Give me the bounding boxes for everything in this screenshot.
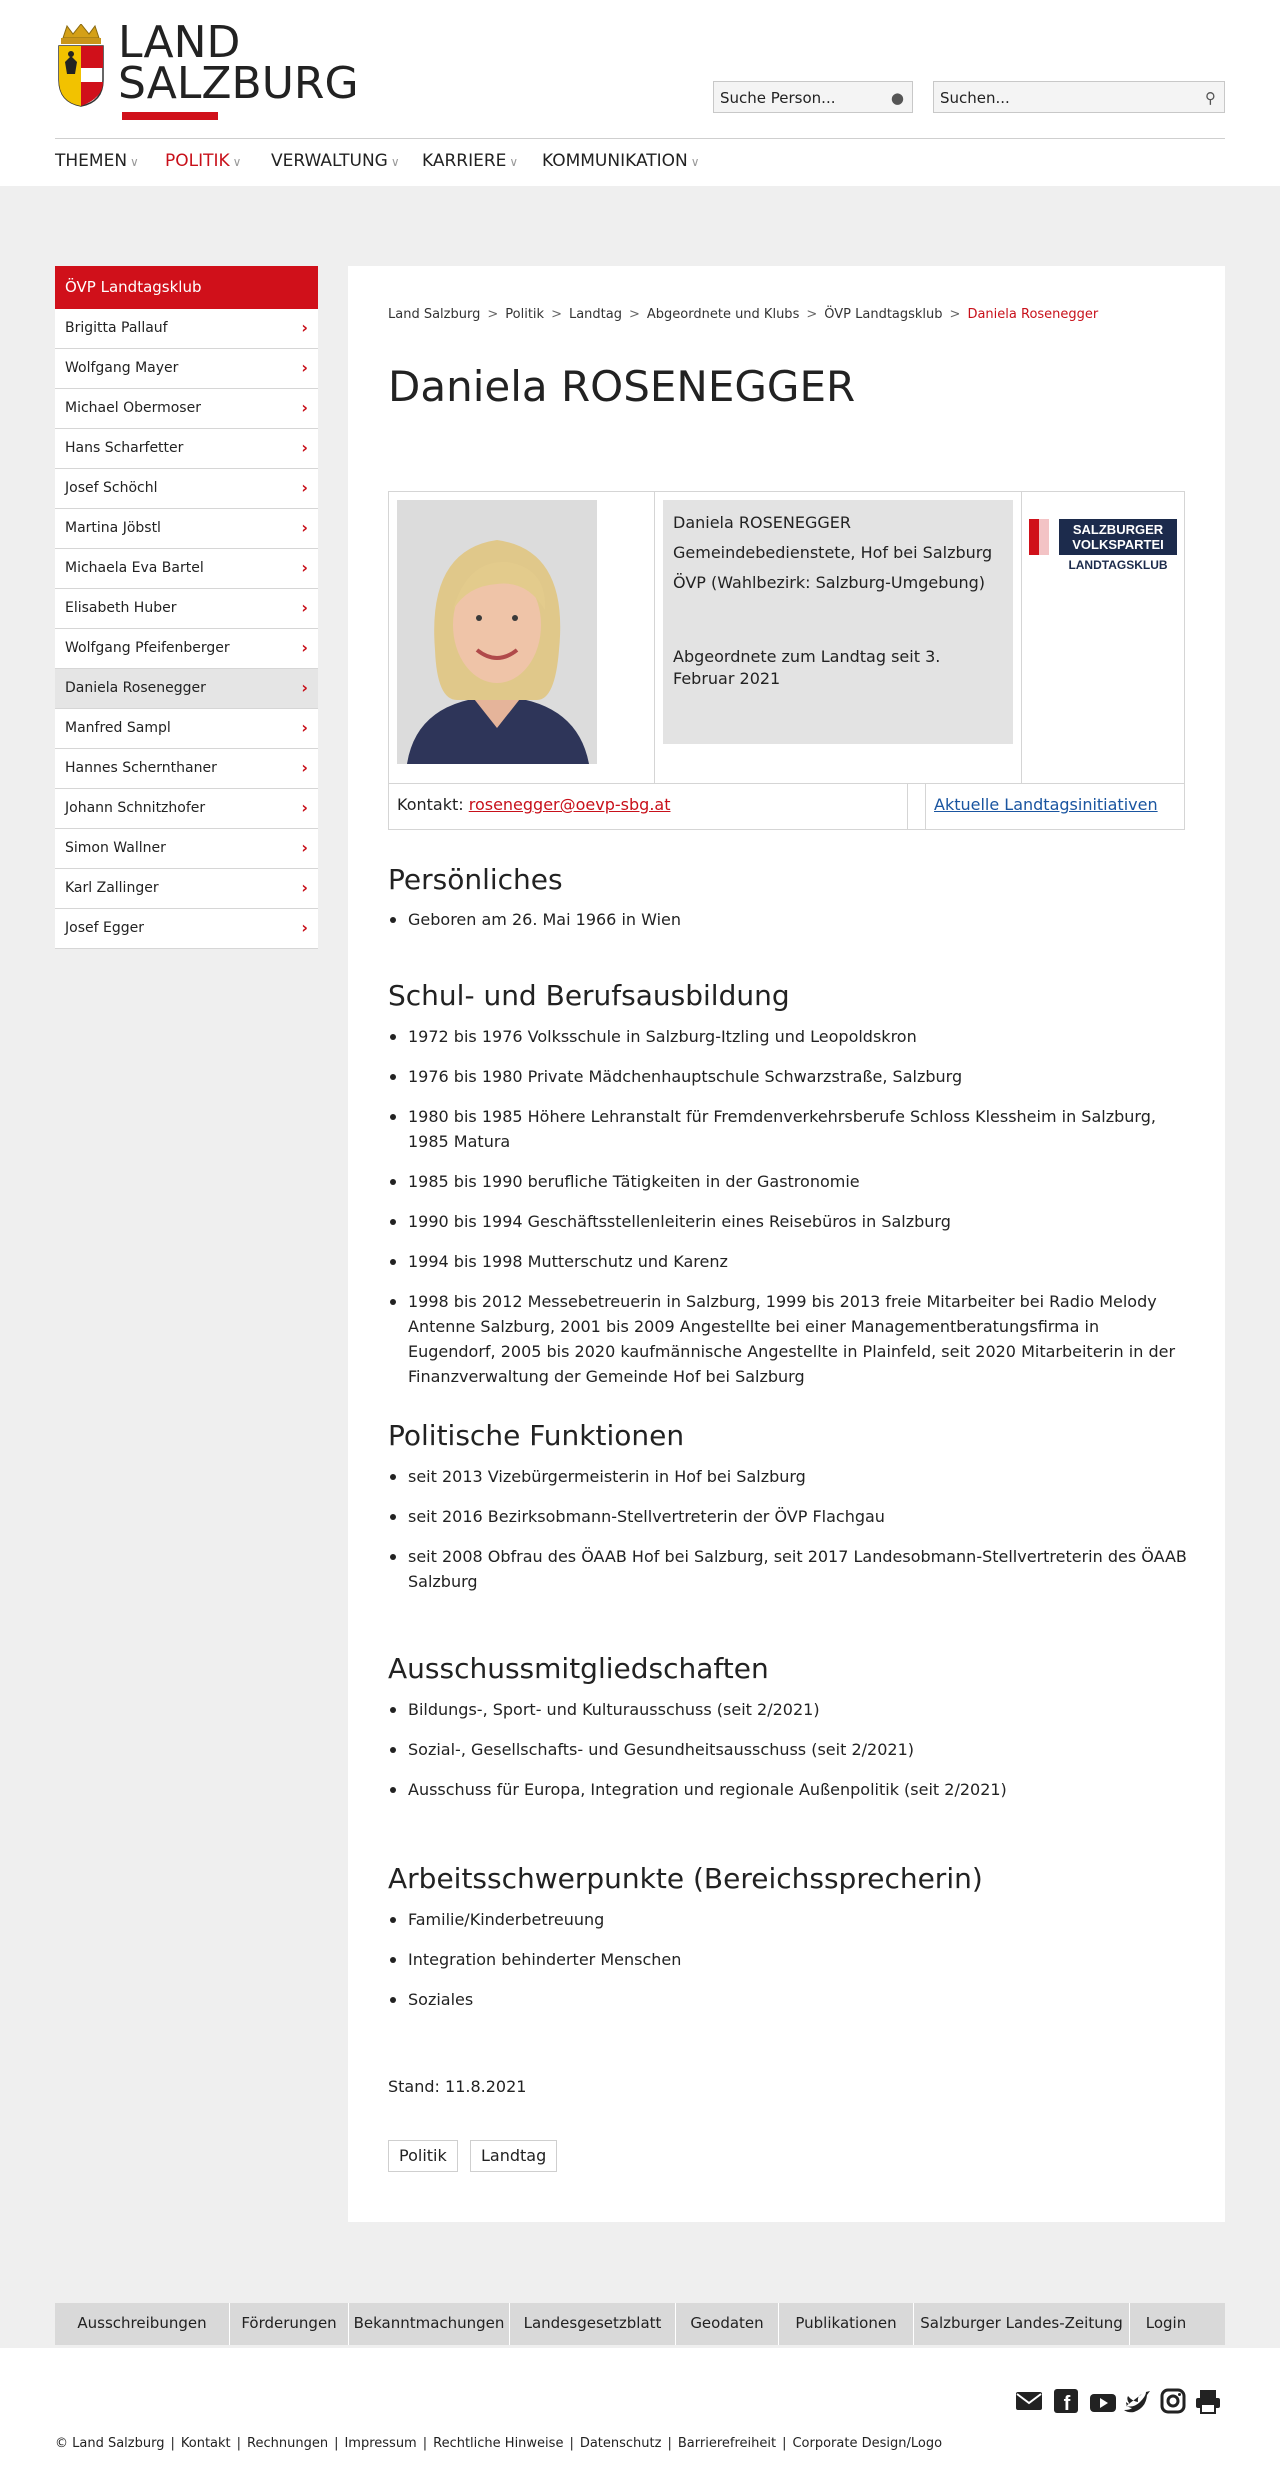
profile-name: Daniela ROSENEGGER: [673, 513, 851, 532]
list-item: 1994 bis 1998 Mutterschutz und Karenz: [388, 1249, 1188, 1274]
chevron-right-icon: ›: [301, 718, 308, 737]
sidebar-item-label: Daniela Rosenegger: [65, 680, 206, 696]
list-item: 1976 bis 1980 Private Mädchenhauptschule Schwarzstraße, Salzburg: [388, 1064, 1188, 1089]
breadcrumb-current: Daniela Rosenegger: [967, 307, 1099, 322]
nav-karriere[interactable]: [422, 151, 518, 171]
profile-occupation: Gemeindebedienstete, Hof bei Salzburg: [673, 543, 993, 562]
nav-verwaltung[interactable]: [271, 151, 400, 171]
breadcrumb-item[interactable]: Politik: [505, 307, 545, 322]
sidebar-item[interactable]: [55, 629, 318, 669]
site-search-input[interactable]: [933, 81, 1225, 113]
chevron-down-icon: ∨: [232, 155, 242, 169]
sidebar-item[interactable]: [55, 509, 318, 549]
legal-link[interactable]: Barrierefreiheit: [677, 2436, 777, 2451]
list-item: Geboren am 26. Mai 1966 in Wien: [388, 907, 1188, 932]
person-search-icon[interactable]: ●: [890, 89, 904, 107]
sidebar-item-label: Hannes Schernthaner: [65, 760, 217, 776]
list-item: Bildungs-, Sport- und Kulturausschuss (seit 2/2021): [388, 1697, 1188, 1722]
detail-box: [663, 500, 1013, 744]
list-item: seit 2013 Vizebürgermeisterin in Hof bei Salzburg: [388, 1464, 1188, 1489]
chevron-right-icon: ›: [301, 758, 308, 777]
footer-nav: [55, 2303, 1225, 2345]
sidebar-item-label: Wolfgang Mayer: [65, 360, 179, 376]
nav-label: KOMMUNIKATION: [542, 151, 688, 171]
legal-separator: |: [569, 2436, 574, 2451]
sidebar-item[interactable]: [55, 749, 318, 789]
breadcrumb-separator: >: [628, 307, 640, 322]
chevron-right-icon: ›: [301, 518, 308, 537]
list-item: Familie/Kinderbetreuung: [388, 1907, 1188, 1932]
chevron-right-icon: ›: [301, 678, 308, 697]
list-item: Soziales: [388, 1987, 1188, 2012]
sidebar-item-label: Michael Obermoser: [65, 400, 201, 416]
portrait-photo: [397, 500, 597, 764]
legal-link[interactable]: Datenschutz: [579, 2436, 662, 2451]
sidebar-item[interactable]: [55, 869, 318, 909]
list-item: 1985 bis 1990 berufliche Tätigkeiten in der Gastronomie: [388, 1169, 1188, 1194]
profile-table: [388, 491, 1185, 830]
section-heading-committees: Ausschussmitgliedschaften: [388, 1652, 769, 1685]
footer-link-landesgesetzblatt[interactable]: Landesgesetzblatt: [510, 2303, 676, 2345]
list-item: 1972 bis 1976 Volksschule in Salzburg-Itzling und Leopoldskron: [388, 1024, 1188, 1049]
legal-separator: |: [170, 2436, 175, 2451]
sidebar-item-label: Karl Zallinger: [65, 880, 159, 896]
footer-link-geodaten[interactable]: Geodaten: [676, 2303, 779, 2345]
initiatives-cell: [925, 784, 1184, 830]
sidebar-item-label: Manfred Sampl: [65, 720, 171, 736]
chevron-right-icon: ›: [301, 878, 308, 897]
sidebar-item-label: Martina Jöbstl: [65, 520, 161, 536]
header-divider: [55, 138, 1225, 139]
sidebar-item[interactable]: [55, 789, 318, 829]
legal-link[interactable]: Corporate Design/Logo: [792, 2436, 943, 2451]
sidebar-item-label: Wolfgang Pfeifenberger: [65, 640, 230, 656]
main-content: [348, 266, 1225, 2222]
sidebar-item[interactable]: [55, 309, 318, 349]
legal-separator: |: [236, 2436, 242, 2451]
legal-links: [55, 2436, 942, 2451]
legal-link[interactable]: Impressum: [344, 2436, 417, 2451]
section-heading-focus: Arbeitsschwerpunkte (Bereichssprecherin): [388, 1862, 983, 1895]
nav-label: VERWALTUNG: [271, 151, 388, 171]
section-heading-education: Schul- und Berufsausbildung: [388, 979, 790, 1012]
last-updated: Stand: 11.8.2021: [388, 2077, 527, 2096]
party-logo: [1029, 519, 1177, 575]
sidebar-list: [55, 309, 318, 949]
footer-link-bekanntmachungen[interactable]: Bekanntmachungen: [349, 2303, 510, 2345]
chevron-down-icon: ∨: [130, 155, 139, 169]
logo-text-land[interactable]: LAND: [118, 17, 241, 68]
site-search-placeholder: Suchen...: [940, 89, 1010, 107]
facebook-icon[interactable]: [1054, 2389, 1078, 2414]
sidebar-item[interactable]: [55, 349, 318, 389]
legal-separator: |: [667, 2436, 672, 2451]
party-logo-line1: SALZBURGER: [1072, 522, 1164, 537]
sidebar-item-label: Josef Schöchl: [65, 480, 158, 496]
chevron-right-icon: ›: [301, 918, 308, 937]
chevron-right-icon: ›: [301, 318, 308, 337]
youtube-icon[interactable]: [1090, 2394, 1116, 2412]
svg-text:f: f: [1063, 2393, 1071, 2414]
party-logo-line2: VOLKSPARTEI: [1072, 537, 1164, 552]
legal-copyright: © Land Salzburg: [55, 2436, 165, 2451]
nav-kommunikation[interactable]: [542, 151, 700, 171]
list-item: 1980 bis 1985 Höhere Lehranstalt für Fremdenverkehrsberufe Schloss Klessheim in Salzburg, 1985 Matura: [388, 1104, 1188, 1154]
chevron-right-icon: ›: [301, 438, 308, 457]
contact-cell: [389, 784, 908, 830]
chevron-right-icon: ›: [301, 798, 308, 817]
twitter-icon[interactable]: [1124, 2391, 1150, 2412]
contact-row: [389, 783, 1184, 829]
chevron-right-icon: ›: [301, 598, 308, 617]
footer-link-foerderungen[interactable]: Förderungen: [230, 2303, 349, 2345]
footer-link-ausschreibungen[interactable]: Ausschreibungen: [55, 2303, 230, 2345]
list-item: seit 2008 Obfrau des ÖAAB Hof bei Salzburg, seit 2017 Landesobmann-Stellvertreterin des ÖAAB Salzburg: [388, 1544, 1188, 1594]
salzburg-crest-logo[interactable]: [57, 24, 105, 108]
person-search-placeholder: Suche Person...: [720, 89, 836, 107]
nav-label: POLITIK: [165, 151, 230, 171]
nav-label: THEMEN: [55, 151, 128, 171]
sidebar-item[interactable]: [55, 589, 318, 629]
footer-link-login[interactable]: Login: [1145, 2314, 1187, 2332]
email-link[interactable]: rosenegger@oevp-sbg.at: [468, 795, 671, 814]
nav-politik[interactable]: [165, 151, 241, 171]
profile-party: ÖVP (Wahlbezirk: Salzburg-Umgebung): [673, 573, 986, 592]
profile-since: Abgeordnete zum Landtag seit 3. Februar 2021: [673, 647, 941, 688]
breadcrumb-item[interactable]: ÖVP Landtagsklub: [824, 307, 943, 322]
legal-separator: |: [782, 2436, 787, 2451]
chevron-right-icon: ›: [301, 558, 308, 577]
sidebar: [55, 266, 318, 949]
sidebar-item-label: Josef Egger: [65, 920, 144, 936]
sidebar-item[interactable]: [55, 709, 318, 749]
nav-themen[interactable]: [55, 151, 139, 171]
site-header: [0, 0, 1280, 186]
sidebar-item[interactable]: [55, 389, 318, 429]
sidebar-item-label: Brigitta Pallauf: [65, 320, 168, 336]
search-icon[interactable]: ⚲: [1205, 89, 1216, 107]
chevron-right-icon: ›: [301, 638, 308, 657]
detail-cell: [655, 492, 1022, 783]
list-item: 1998 bis 2012 Messebetreuerin in Salzburg, 1999 bis 2013 freie Mitarbeiter bei Radio Melody Antenne Salzburg, 2001 bis 2009 Angestellte bei einer Managementberatungsfirma in Eugendorf, 2005 bis 2020 kaufmännische Angestellte in Plainfeld, seit 2020 Mitarbeiterin in der Finanzverwaltung der Gemeinde Hof bei Salzburg: [388, 1289, 1188, 1389]
nav-label: KARRIERE: [422, 151, 507, 171]
sidebar-item[interactable]: [55, 829, 318, 869]
sidebar-item-label: Elisabeth Huber: [65, 600, 177, 616]
sidebar-item-label: Simon Wallner: [65, 840, 166, 856]
sidebar-item-label: Johann Schnitzhofer: [65, 800, 206, 816]
sidebar-item-label: Hans Scharfetter: [65, 440, 184, 456]
sidebar-item[interactable]: [55, 429, 318, 469]
chevron-down-icon: ∨: [690, 155, 700, 169]
section-heading-personal: Persönliches: [388, 863, 563, 896]
logo-text-salzburg[interactable]: SALZBURG: [118, 58, 359, 109]
sidebar-item[interactable]: [55, 909, 318, 949]
chevron-down-icon: ∨: [390, 155, 400, 169]
logo-underline: [122, 112, 218, 120]
list-item: Integration behinderter Menschen: [388, 1947, 1188, 1972]
legal-link[interactable]: Rechtliche Hinweise: [433, 2436, 564, 2451]
section-heading-political: Politische Funktionen: [388, 1419, 685, 1452]
instagram-icon[interactable]: [1162, 2390, 1184, 2412]
chevron-right-icon: ›: [301, 358, 308, 377]
breadcrumb-item[interactable]: Land Salzburg: [388, 307, 481, 322]
sidebar-item-label: Michaela Eva Bartel: [65, 560, 204, 576]
list-item: seit 2016 Bezirksobmann-Stellvertreterin der ÖVP Flachgau: [388, 1504, 1188, 1529]
list-item: Sozial-, Gesellschafts- und Gesundheitsausschuss (seit 2/2021): [388, 1737, 1188, 1762]
legal-link[interactable]: Rechnungen: [247, 2436, 329, 2451]
sidebar-heading[interactable]: ÖVP Landtagsklub: [55, 266, 318, 309]
social-icon-row: [1016, 2388, 1226, 2414]
page-title: Daniela ROSENEGGER: [388, 362, 856, 411]
contact-label: Kontakt:: [397, 795, 469, 814]
footer-link-publikationen[interactable]: Publikationen: [779, 2303, 914, 2345]
breadcrumb-separator: >: [949, 307, 961, 322]
tag-landtag[interactable]: Landtag: [470, 2140, 557, 2172]
chevron-down-icon: ∨: [509, 155, 519, 169]
footer-link-landes-zeitung[interactable]: Salzburger Landes-Zeitung: [914, 2303, 1130, 2345]
chevron-right-icon: ›: [301, 838, 308, 857]
initiatives-link[interactable]: Aktuelle Landtagsinitiativen: [934, 795, 1158, 814]
tag-politik[interactable]: Politik: [388, 2140, 458, 2172]
chevron-right-icon: ›: [301, 398, 308, 417]
legal-link[interactable]: Kontakt: [180, 2436, 231, 2451]
mail-icon[interactable]: [1016, 2392, 1042, 2410]
list-item: Ausschuss für Europa, Integration und regionale Außenpolitik (seit 2/2021): [388, 1777, 1188, 1802]
legal-separator: |: [422, 2436, 428, 2451]
list-item: 1990 bis 1994 Geschäftsstellenleiterin eines Reisebüros in Salzburg: [388, 1209, 1188, 1234]
breadcrumb-item[interactable]: Abgeordnete und Klubs: [646, 307, 800, 322]
breadcrumb-separator: >: [806, 307, 818, 322]
chevron-right-icon: ›: [301, 478, 308, 497]
sidebar-item[interactable]: [55, 549, 318, 589]
party-logo-line3: LANDTAGSKLUB: [1068, 558, 1168, 572]
print-icon[interactable]: [1196, 2390, 1220, 2413]
sidebar-item[interactable]: [55, 669, 318, 709]
breadcrumb-item[interactable]: Landtag: [568, 307, 622, 322]
sidebar-item[interactable]: [55, 469, 318, 509]
breadcrumb-separator: >: [487, 307, 499, 322]
breadcrumb: [388, 307, 1098, 322]
breadcrumb-separator: >: [551, 307, 562, 322]
person-search-input[interactable]: [713, 81, 913, 113]
photo-cell: [389, 492, 655, 783]
legal-separator: |: [334, 2436, 339, 2451]
